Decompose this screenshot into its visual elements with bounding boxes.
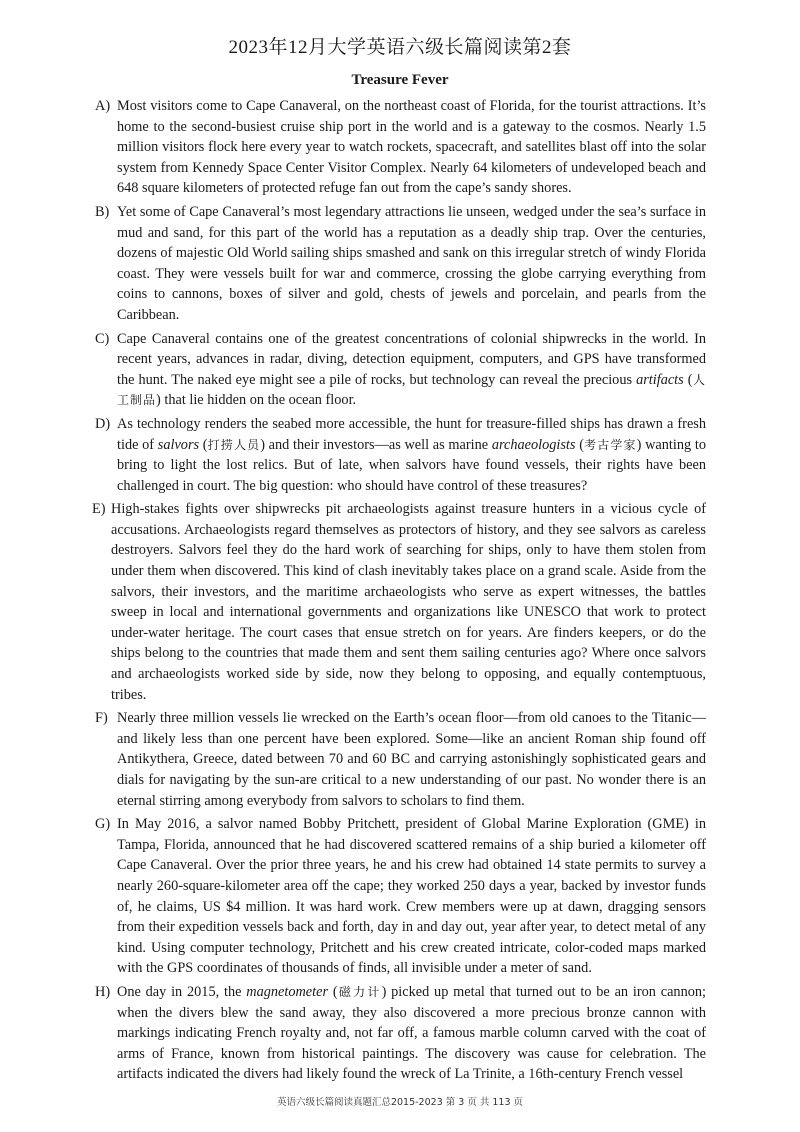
text-run: High-stakes fights over shipwrecks pit archaeologists against treasure hunters in a vicious cycle of accusations. Archaeologists regard themselves as protectors of history, and they see salvors as careless destroyers. Salvors feel they do the hard work of searching for ships, only to have them stolen from under them when discovered. This kind of clash inevitably takes place on a grand scale. Aside from the salvors, their investors, and the maritime archaeologists who serve as expert witnesses, the battles sweep in local and international governments and organizations like UNESCO that work to protect under-water heritage. The court cases that ensue stretch on for years. Are finders keepers, or do the ships belong to the countries that made them and sent them sailing centuries ago? Where once salvors and archaeologists worked side by side, now they belong to opposing, and equally contemptuous, tribes. [111,501,706,703]
text-run: Yet some of Cape Canaveral’s most legendary attractions lie unseen, wedged under the sea’s surface in mud and sand, for this part of the world has a reputation as a deadly ship trap. Over the centuries, dozens of majestic Old World sailing ships smashed and sank on this irregular stretch of windy Florida coast. They were vessels built for war and commerce, crossing the globe carrying everything from coins to cannons, boxes of silver and gold, chests of jewels and porcelain, and pearls from the Caribbean. [117,203,706,323]
paragraph-letter: H) [95,983,111,1000]
text-run: ) picked up metal that turned out to be an iron cannon; when the divers blew the sand away, they also discovered a more precious bronze cannon with markings indicating French royalty and, not far off, a famous marble column carved with the coat of arms of France, known from historical paintings. The discovery was cause for celebration. The artifacts indicated the divers had likely found the wreck of La Trinite, a 16th-century French vessel [117,983,706,1083]
text-run: ( [683,371,693,388]
text-run: ) wanting to bring to light the lost relics. But of late, when salvors have found vessels, their rights have been challenged in court. The big question: who should have control of these treasures? [117,436,706,494]
paragraph-f [95,708,706,811]
text-run: ( [199,436,208,453]
paragraph-letter: D) [95,415,111,432]
paragraph-text [111,501,706,702]
paragraph-e [92,499,706,705]
page-footer: 英语六级长篇阅读真题汇总2015-2023 第 3 页 共 113 页 [276,1097,524,1108]
paragraph-text [117,98,706,196]
paragraph-b [95,202,706,326]
vocab-term: artifacts [636,371,684,388]
paragraph-letter: C) [95,330,110,347]
chinese-gloss: 人工制品 [117,372,706,408]
text-run: ( [575,436,584,453]
text-run: One day in 2015, the [117,983,247,1000]
chinese-gloss: 考古学家 [583,437,637,452]
paragraph-text [117,331,706,409]
text-run: ) and their investors—as well as marine [260,436,492,453]
chinese-gloss: 磁力计 [337,984,382,999]
chinese-gloss: 打捞人员 [207,437,261,452]
text-run: Nearly three million vessels lie wrecked on the Earth’s ocean floor—from old canoes to the Titanic—and likely less than one percent have been explored. Some—like an ancient Roman ship found off Antikythera, Greece, dated between 70 and 60 BC and carrying astonishingly sophisticated gears and dials for navigating by the sun-are critical to a new understanding of our past. No wonder there is an eternal stirring among everybody from salvors to scholars to find them. [117,710,706,809]
text-run: ( [328,983,338,1000]
text-run: Most visitors come to Cape Canaveral, on the northeast coast of Florida, for the tourist attractions. It’s home to the second-busiest cruise ship port in the world and is a gateway to the cosmos. Nearly 1.5 million visitors flock here every year to watch rockets, spacecraft, and satellites blast off into the solar system from Kennedy Space Center Visitor Complex. Nearly 64 kilometers of undeveloped beach and 648 square kilometers of protected refuge fan out from the cape’s sandy shores. [117,98,706,197]
paragraph-text [117,984,706,1082]
text-run: Cape Canaveral contains one of the greatest concentrations of colonial shipwrecks in the world. In recent years, advances in radar, diving, detection equipment, computers, and GPS have transformed the hunt. The naked eye might see a pile of rocks, but technology can reveal the precious [117,330,706,388]
paragraph-g [95,814,706,979]
paragraph-letter: E) [92,501,106,518]
paragraph-text [117,816,706,976]
paragraph-text [117,204,706,323]
text-run: As technology renders the seabed more accessible, the hunt for treasure-filled ships has drawn a fresh tide of [117,415,706,453]
page-title: 2023年12月大学英语六级长篇阅读第2套 [228,37,572,58]
paragraph-h [95,982,706,1085]
text-run: In May 2016, a salvor named Bobby Pritchett, president of Global Marine Exploration (GME) in Tampa, Florida, announced that he had discovered scattered remains of a ship buried a kilometer off Cape Canaveral. Over the prior three years, he and his crew had obtained 14 state permits to survey a nearly 260-square-kilometer area off the cape; they worked 250 days a year, backed by investor funds of, he claims, US $4 million. It was hard work. Crew members were up at dawn, dragging sensors from their expedition vessels back and forth, day in and day out, year after year, to detect metal of any kind. Using computer technology, Pritchett and his crew created intricate, color-coded maps marked with the GPS coordinates of thousands of finds, all invisible under a meter of sand. [117,816,706,977]
text-run: ) that lie hidden on the ocean floor. [156,392,357,409]
paragraph-text [117,416,706,494]
vocab-term: salvors [157,436,200,453]
paragraph-d [95,414,706,496]
vocab-term: magnetometer [246,983,329,1000]
paragraph-letter: G) [95,816,111,833]
vocab-term: archaeologists [491,436,576,453]
paragraph-text [117,710,706,808]
paragraph-letter: A) [95,98,111,114]
paragraph-letter: F) [95,710,108,727]
paragraph-letter: B) [95,203,110,220]
article-body [92,96,706,1088]
paragraph-c [95,329,706,411]
article-title: Treasure Fever [351,72,449,88]
paragraph-a [95,96,706,199]
